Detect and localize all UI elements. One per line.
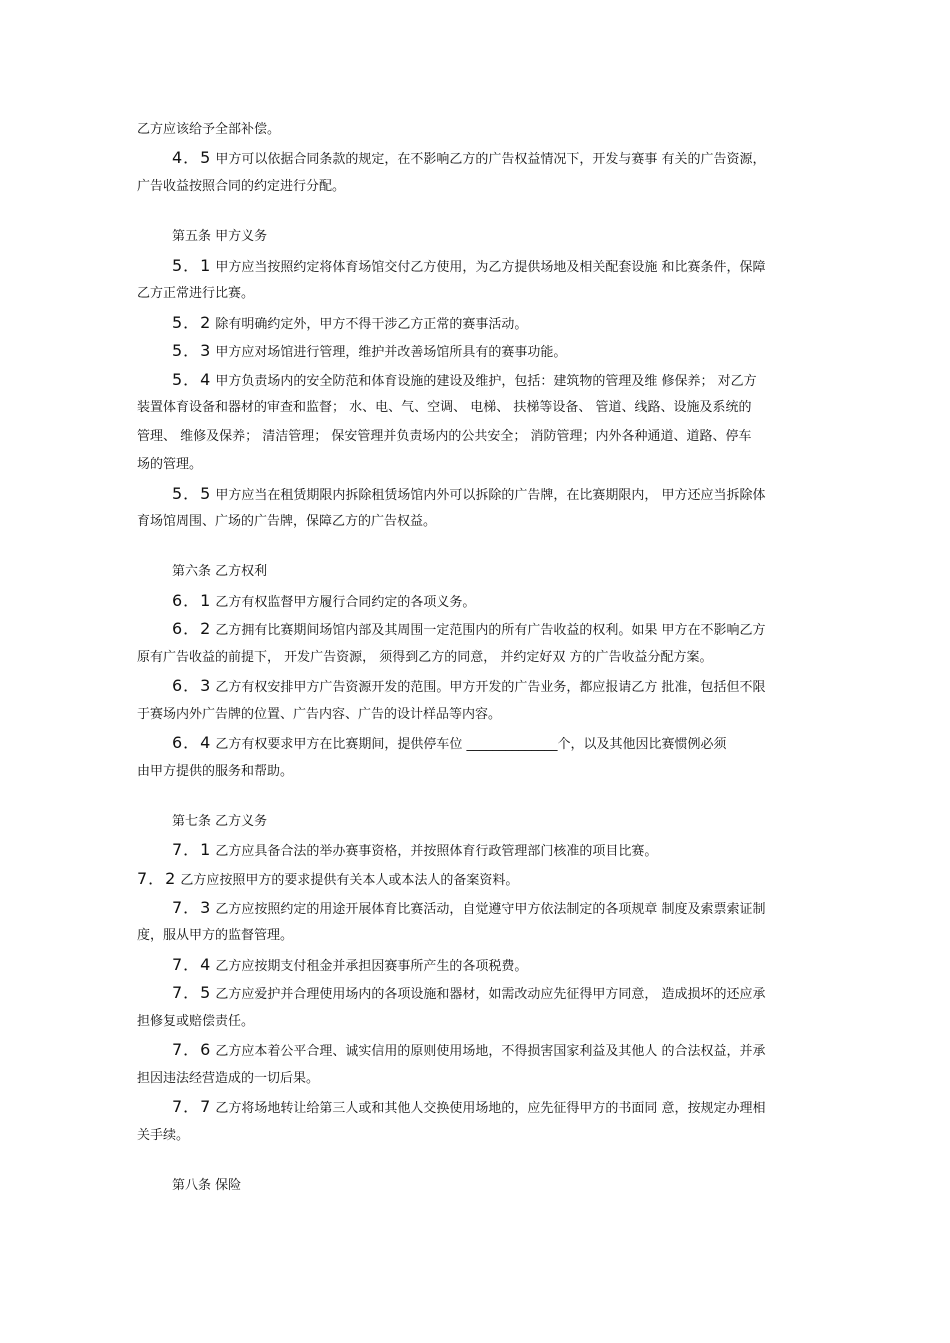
text-line: 担修复或赔偿责任。 xyxy=(137,1014,255,1029)
clause-6-1: 6．1 乙方有权监督甲方履行合同约定的各项义务。 xyxy=(172,591,476,610)
clause-7-2: 7．2 乙方应按照甲方的要求提供有关本人或本法人的备案资料。 xyxy=(137,869,519,888)
text-line: 担因违法经营造成的一切后果。 xyxy=(137,1071,320,1086)
clause-number: 7．5 xyxy=(172,983,212,1002)
clause-number: 6．2 xyxy=(172,619,212,638)
clause-4-5: 4．5 甲方可以依据合同条款的规定，在不影响乙方的广告权益情况下，开发与赛事 有关的广告资源， xyxy=(172,148,766,167)
text-line: 管理、 维修及保养； 清洁管理； 保安管理并负责场内的公共安全； 消防管理；内外各种通道、道路、停车 xyxy=(137,429,752,444)
text-line: 于赛场内外广告牌的位置、广告内容、广告的设计样品等内容。 xyxy=(137,707,502,722)
clause-7-3: 7．3 乙方应按照约定的用途开展体育比赛活动，自觉遵守甲方依法制定的各项规章 制度及索票索证制 xyxy=(172,898,766,917)
clause-5-4: 5．4 甲方负责场内的安全防范和体育设施的建设及维护，包括：建筑物的管理及维 修保养； 对乙方 xyxy=(172,370,757,389)
clause-6-2: 6．2 乙方拥有比赛期间场馆内部及其周围一定范围内的所有广告收益的权利。如果 甲方在不影响乙方 xyxy=(172,619,766,638)
clause-number: 5．1 xyxy=(172,256,212,275)
text-line: 场的管理。 xyxy=(137,457,203,472)
clause-7-7: 7．7 乙方将场地转让给第三人或和其他人交换使用场地的，应先征得甲方的书面同 意，按规定办理相 xyxy=(172,1097,766,1116)
clause-number: 6．1 xyxy=(172,591,212,610)
clause-5-1: 5．1 甲方应当按照约定将体育场馆交付乙方使用，为乙方提供场地及相关配套设施 和比赛条件，保障 xyxy=(172,256,766,275)
clause-number: 6．4 xyxy=(172,733,212,752)
clause-7-6: 7．6 乙方应本着公平合理、诚实信用的原则使用场地，不得损害国家利益及其他人 的合法权益，并承 xyxy=(172,1040,766,1059)
text-line: 乙方正常进行比赛。 xyxy=(137,286,255,301)
clause-number: 7．1 xyxy=(172,840,212,859)
clause-number: 7．4 xyxy=(172,955,212,974)
clause-number: 4．5 xyxy=(172,148,212,167)
clause-number: 7．3 xyxy=(172,898,212,917)
section-heading-8: 第八条 保险 xyxy=(172,1178,242,1193)
clause-number: 5．2 xyxy=(172,313,212,332)
text-line: 乙方应该给予全部补偿。 xyxy=(137,122,281,137)
clause-5-3: 5．3 甲方应对场馆进行管理，维护并改善场馆所具有的赛事功能。 xyxy=(172,341,567,360)
clause-number: 5．3 xyxy=(172,341,212,360)
section-heading-6: 第六条 乙方权利 xyxy=(172,564,268,579)
clause-number: 7．7 xyxy=(172,1097,212,1116)
text-line: 由甲方提供的服务和帮助。 xyxy=(137,764,294,779)
clause-5-2: 5．2 除有明确约定外，甲方不得干涉乙方正常的赛事活动。 xyxy=(172,313,528,332)
clause-7-4: 7．4 乙方应按期支付租金并承担因赛事所产生的各项税费。 xyxy=(172,955,528,974)
text-line: 原有广告收益的前提下， 开发广告资源， 须得到乙方的同意， 并约定好双 方的广告收益分配方案。 xyxy=(137,650,713,665)
section-heading-5: 第五条 甲方义务 xyxy=(172,229,268,244)
text-line: 装置体育设备和器材的审查和监督； 水、电、气、空调、 电梯、 扶梯等设备、 管道、线路、设施及系统的 xyxy=(137,400,752,415)
text-line: 度，服从甲方的监督管理。 xyxy=(137,928,294,943)
clause-number: 7．2 xyxy=(137,869,177,888)
section-heading-7: 第七条 乙方义务 xyxy=(172,814,268,829)
clause-6-4: 6．4 乙方有权要求甲方在比赛期间，提供停车位 ______________个，以及其他因比赛惯例必须 xyxy=(172,733,727,752)
text-line: 育场馆周围、广场的广告牌，保障乙方的广告权益。 xyxy=(137,514,437,529)
clause-number: 7．6 xyxy=(172,1040,212,1059)
clause-6-3: 6．3 乙方有权安排甲方广告资源开发的范围。甲方开发的广告业务，都应报请乙方 批准，包括但不限 xyxy=(172,676,766,695)
text-line: 广告收益按照合同的约定进行分配。 xyxy=(137,179,346,194)
clause-number: 6．3 xyxy=(172,676,212,695)
clause-7-5: 7．5 乙方应爱护并合理使用场内的各项设施和器材，如需改动应先征得甲方同意， 造成损坏的还应承 xyxy=(172,983,766,1002)
clause-5-5: 5．5 甲方应当在租赁期限内拆除租赁场馆内外可以拆除的广告牌，在比赛期限内， 甲方还应当拆除体 xyxy=(172,484,766,503)
clause-number: 5．5 xyxy=(172,484,212,503)
clause-7-1: 7．1 乙方应具备合法的举办赛事资格，并按照体育行政管理部门核准的项目比赛。 xyxy=(172,840,658,859)
text-line: 关手续。 xyxy=(137,1128,190,1143)
clause-number: 5．4 xyxy=(172,370,212,389)
